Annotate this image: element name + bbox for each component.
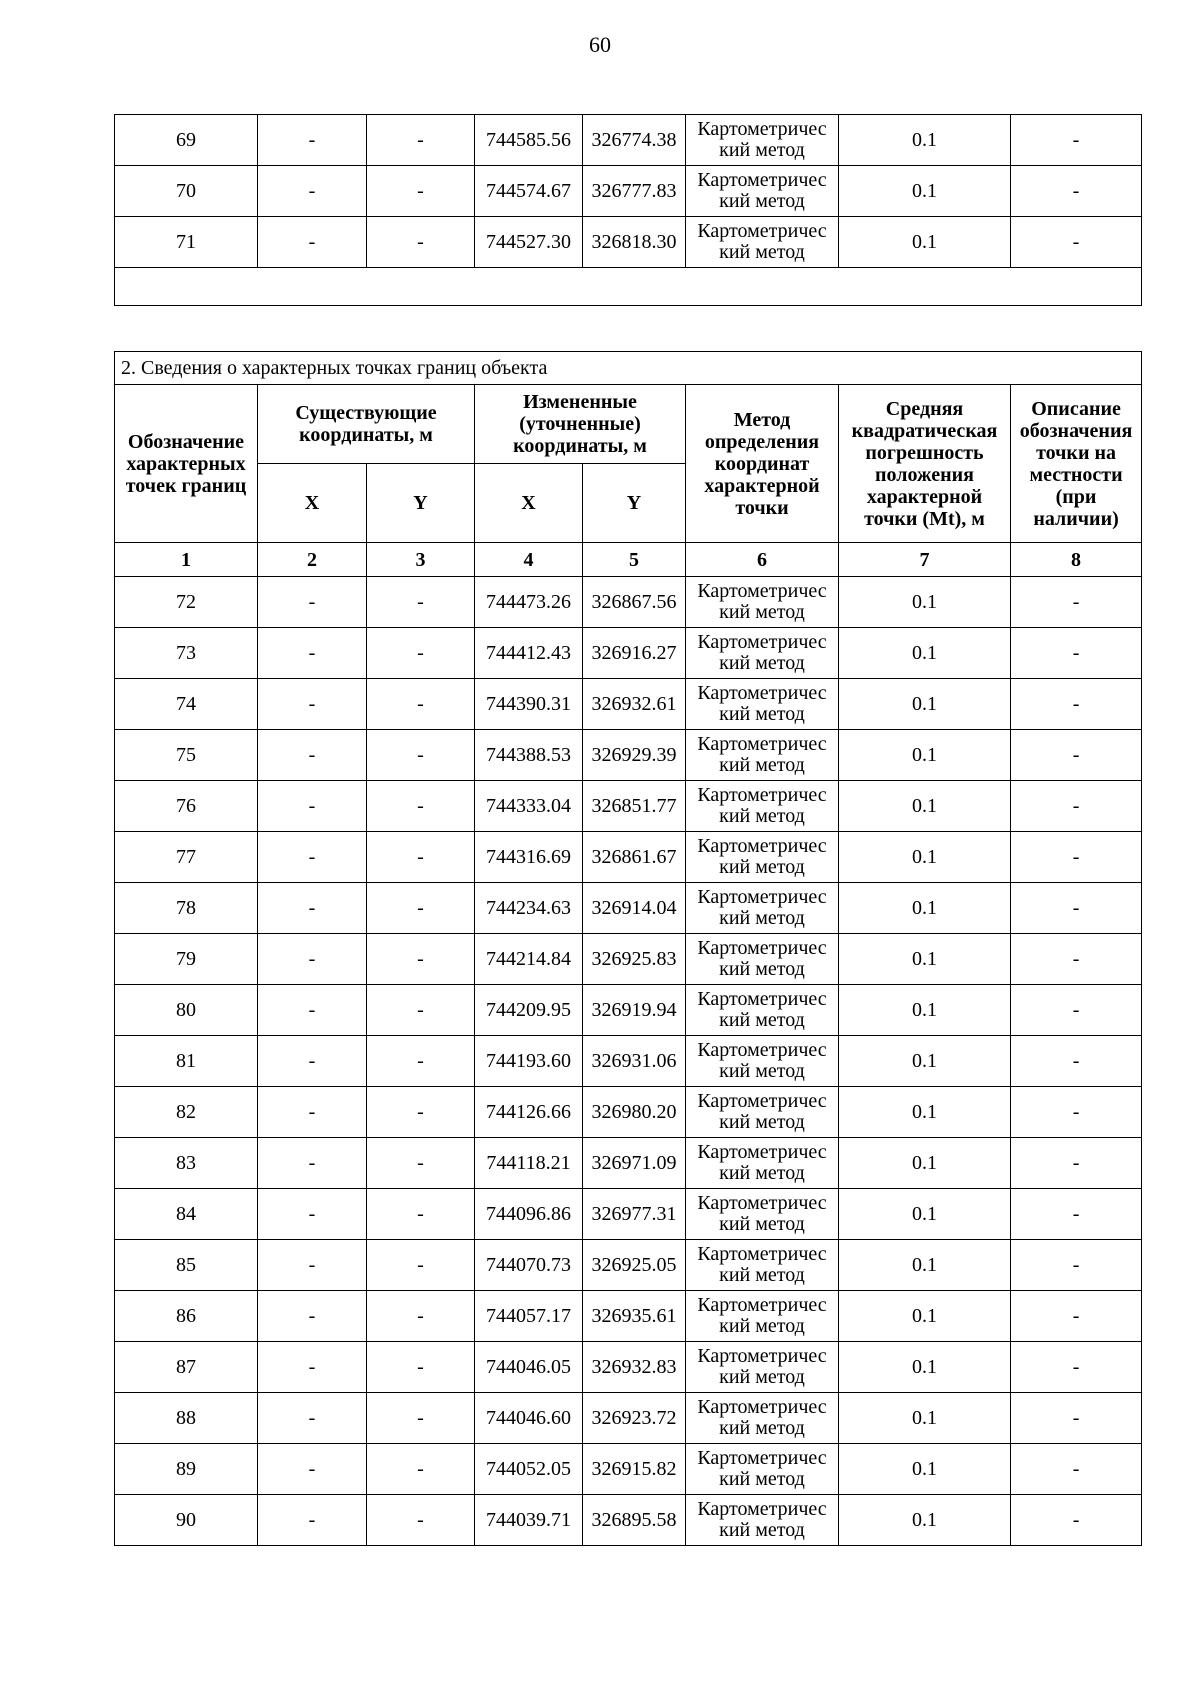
- header-changed-coordinates: Измененные (уточненные) координаты, м: [475, 385, 686, 464]
- method-line-1: Картометричес: [697, 1243, 827, 1265]
- mt-cell: 0.1: [839, 1240, 1011, 1291]
- column-number: 4: [475, 543, 583, 577]
- method-line-1: Картометричес: [697, 169, 827, 191]
- description-cell: -: [1011, 1444, 1142, 1495]
- method-line-1: Картометричес: [697, 631, 827, 653]
- existing-y-cell: -: [367, 115, 475, 166]
- existing-x-cell: -: [258, 883, 367, 934]
- method-line-2: кий метод: [719, 1264, 805, 1286]
- existing-x-cell: -: [258, 1291, 367, 1342]
- description-cell: -: [1011, 679, 1142, 730]
- method-line-1: Картометричес: [697, 835, 827, 857]
- existing-x-cell: -: [258, 217, 367, 268]
- table-row: [115, 1393, 1142, 1444]
- x-cell: 744039.71: [475, 1495, 583, 1546]
- existing-x-cell: -: [258, 1444, 367, 1495]
- table-row: [115, 985, 1142, 1036]
- x-cell: 744096.86: [475, 1189, 583, 1240]
- x-cell: 744388.53: [475, 730, 583, 781]
- method-line-2: кий метод: [719, 601, 805, 623]
- method-cell: [686, 781, 839, 832]
- method-cell: [686, 985, 839, 1036]
- method-cell: [686, 1291, 839, 1342]
- column-number: 8: [1011, 543, 1142, 577]
- x-cell: 744209.95: [475, 985, 583, 1036]
- mt-cell: 0.1: [839, 679, 1011, 730]
- method-line-2: кий метод: [719, 907, 805, 929]
- existing-x-cell: -: [258, 781, 367, 832]
- method-line-2: кий метод: [719, 1060, 805, 1082]
- empty-cell: [115, 268, 1142, 306]
- method-line-1: Картометричес: [697, 118, 827, 140]
- existing-x-cell: -: [258, 934, 367, 985]
- point-cell: 87: [115, 1342, 258, 1393]
- method-line-2: кий метод: [719, 1315, 805, 1337]
- existing-y-cell: -: [367, 1495, 475, 1546]
- point-cell: 72: [115, 577, 258, 628]
- description-cell: -: [1011, 217, 1142, 268]
- existing-y-cell: -: [367, 1444, 475, 1495]
- header-mt: Средняя квадратическая погрешность положения характерной точки (Mt), м: [839, 385, 1011, 543]
- point-cell: 76: [115, 781, 258, 832]
- point-cell: 83: [115, 1138, 258, 1189]
- description-cell: -: [1011, 1138, 1142, 1189]
- boundary-points-table: [114, 351, 1142, 1546]
- y-cell: 326923.72: [583, 1393, 686, 1444]
- column-number: 1: [115, 543, 258, 577]
- method-cell: [686, 1393, 839, 1444]
- table-row: [115, 832, 1142, 883]
- existing-x-cell: -: [258, 1393, 367, 1444]
- description-cell: -: [1011, 832, 1142, 883]
- existing-y-cell: -: [367, 1087, 475, 1138]
- existing-y-cell: -: [367, 1036, 475, 1087]
- table-row: [115, 934, 1142, 985]
- x-cell: 744412.43: [475, 628, 583, 679]
- y-cell: 326925.83: [583, 934, 686, 985]
- header-existing-y: Y: [367, 464, 475, 543]
- method-line-1: Картометричес: [697, 682, 827, 704]
- empty-row: [115, 268, 1142, 306]
- mt-cell: 0.1: [839, 115, 1011, 166]
- existing-y-cell: -: [367, 883, 475, 934]
- method-cell: [686, 934, 839, 985]
- y-cell: 326977.31: [583, 1189, 686, 1240]
- y-cell: 326935.61: [583, 1291, 686, 1342]
- existing-x-cell: -: [258, 1087, 367, 1138]
- existing-x-cell: -: [258, 730, 367, 781]
- table-row: [115, 1444, 1142, 1495]
- column-number: 6: [686, 543, 839, 577]
- method-line-2: кий метод: [719, 1468, 805, 1490]
- x-cell: 744046.60: [475, 1393, 583, 1444]
- x-cell: 744070.73: [475, 1240, 583, 1291]
- existing-x-cell: -: [258, 166, 367, 217]
- existing-x-cell: -: [258, 1342, 367, 1393]
- table-row: [115, 883, 1142, 934]
- existing-x-cell: -: [258, 1189, 367, 1240]
- x-cell: 744473.26: [475, 577, 583, 628]
- header-changed-x: X: [475, 464, 583, 543]
- description-cell: -: [1011, 781, 1142, 832]
- x-cell: 744126.66: [475, 1087, 583, 1138]
- description-cell: -: [1011, 577, 1142, 628]
- point-cell: 73: [115, 628, 258, 679]
- description-cell: -: [1011, 1189, 1142, 1240]
- x-cell: 744574.67: [475, 166, 583, 217]
- table-row: [115, 115, 1142, 166]
- table-row: [115, 166, 1142, 217]
- method-cell: [686, 1087, 839, 1138]
- header-existing-x: X: [258, 464, 367, 543]
- point-cell: 79: [115, 934, 258, 985]
- point-cell: 84: [115, 1189, 258, 1240]
- column-number: 3: [367, 543, 475, 577]
- point-cell: 80: [115, 985, 258, 1036]
- mt-cell: 0.1: [839, 1189, 1011, 1240]
- existing-y-cell: -: [367, 934, 475, 985]
- method-line-2: кий метод: [719, 652, 805, 674]
- description-cell: -: [1011, 1087, 1142, 1138]
- existing-x-cell: -: [258, 115, 367, 166]
- y-cell: 326867.56: [583, 577, 686, 628]
- mt-cell: 0.1: [839, 1138, 1011, 1189]
- x-cell: 744118.21: [475, 1138, 583, 1189]
- point-cell: 77: [115, 832, 258, 883]
- y-cell: 326915.82: [583, 1444, 686, 1495]
- existing-y-cell: -: [367, 1291, 475, 1342]
- y-cell: 326861.67: [583, 832, 686, 883]
- point-cell: 78: [115, 883, 258, 934]
- x-cell: 744193.60: [475, 1036, 583, 1087]
- mt-cell: 0.1: [839, 883, 1011, 934]
- existing-y-cell: -: [367, 781, 475, 832]
- description-cell: -: [1011, 1393, 1142, 1444]
- header-description: Описание обозначения точки на местности (при наличии): [1011, 385, 1142, 543]
- y-cell: 326851.77: [583, 781, 686, 832]
- description-cell: -: [1011, 166, 1142, 217]
- method-cell: [686, 1036, 839, 1087]
- table-row: [115, 628, 1142, 679]
- boundary-points-body: [115, 577, 1142, 1546]
- point-cell: 81: [115, 1036, 258, 1087]
- table-row: [115, 781, 1142, 832]
- y-cell: 326980.20: [583, 1087, 686, 1138]
- existing-x-cell: -: [258, 985, 367, 1036]
- mt-cell: 0.1: [839, 1495, 1011, 1546]
- description-cell: -: [1011, 985, 1142, 1036]
- existing-x-cell: -: [258, 1036, 367, 1087]
- mt-cell: 0.1: [839, 1087, 1011, 1138]
- method-line-2: кий метод: [719, 1009, 805, 1031]
- method-cell: [686, 115, 839, 166]
- method-line-1: Картометричес: [697, 886, 827, 908]
- column-number: 5: [583, 543, 686, 577]
- x-cell: 744316.69: [475, 832, 583, 883]
- point-cell: 74: [115, 679, 258, 730]
- existing-x-cell: -: [258, 1495, 367, 1546]
- existing-y-cell: -: [367, 217, 475, 268]
- point-cell: 70: [115, 166, 258, 217]
- point-cell: 69: [115, 115, 258, 166]
- method-cell: [686, 1495, 839, 1546]
- existing-y-cell: -: [367, 577, 475, 628]
- method-cell: [686, 832, 839, 883]
- method-line-1: Картометричес: [697, 220, 827, 242]
- point-cell: 90: [115, 1495, 258, 1546]
- mt-cell: 0.1: [839, 985, 1011, 1036]
- method-cell: [686, 679, 839, 730]
- mt-cell: 0.1: [839, 166, 1011, 217]
- method-line-2: кий метод: [719, 703, 805, 725]
- existing-y-cell: -: [367, 628, 475, 679]
- x-cell: 744390.31: [475, 679, 583, 730]
- method-cell: [686, 1444, 839, 1495]
- method-line-1: Картометричес: [697, 733, 827, 755]
- table-row: [115, 1138, 1142, 1189]
- method-line-1: Картометричес: [697, 1192, 827, 1214]
- method-line-2: кий метод: [719, 241, 805, 263]
- method-line-2: кий метод: [719, 1111, 805, 1133]
- x-cell: 744214.84: [475, 934, 583, 985]
- description-cell: -: [1011, 1342, 1142, 1393]
- method-cell: [686, 1138, 839, 1189]
- point-cell: 89: [115, 1444, 258, 1495]
- method-line-1: Картометричес: [697, 1498, 827, 1520]
- x-cell: 744234.63: [475, 883, 583, 934]
- existing-y-cell: -: [367, 166, 475, 217]
- table-row: [115, 1291, 1142, 1342]
- existing-y-cell: -: [367, 985, 475, 1036]
- mt-cell: 0.1: [839, 730, 1011, 781]
- method-line-2: кий метод: [719, 856, 805, 878]
- mt-cell: 0.1: [839, 1291, 1011, 1342]
- mt-cell: 0.1: [839, 217, 1011, 268]
- existing-y-cell: -: [367, 679, 475, 730]
- existing-x-cell: -: [258, 628, 367, 679]
- method-cell: [686, 577, 839, 628]
- table-row: [115, 730, 1142, 781]
- column-number: 2: [258, 543, 367, 577]
- method-line-1: Картометричес: [697, 1396, 827, 1418]
- existing-x-cell: -: [258, 1240, 367, 1291]
- method-line-2: кий метод: [719, 754, 805, 776]
- method-line-2: кий метод: [719, 805, 805, 827]
- mt-cell: 0.1: [839, 832, 1011, 883]
- mt-cell: 0.1: [839, 934, 1011, 985]
- y-cell: 326931.06: [583, 1036, 686, 1087]
- description-cell: -: [1011, 1036, 1142, 1087]
- header-changed-y: Y: [583, 464, 686, 543]
- table-row: [115, 1342, 1142, 1393]
- page-number: 60: [589, 32, 611, 57]
- table-row: [115, 1036, 1142, 1087]
- y-cell: 326818.30: [583, 217, 686, 268]
- x-cell: 744046.05: [475, 1342, 583, 1393]
- existing-y-cell: -: [367, 730, 475, 781]
- y-cell: 326774.38: [583, 115, 686, 166]
- point-cell: 82: [115, 1087, 258, 1138]
- existing-x-cell: -: [258, 679, 367, 730]
- existing-y-cell: -: [367, 832, 475, 883]
- y-cell: 326929.39: [583, 730, 686, 781]
- y-cell: 326932.83: [583, 1342, 686, 1393]
- method-line-1: Картометричес: [697, 1141, 827, 1163]
- column-number: 7: [839, 543, 1011, 577]
- point-cell: 85: [115, 1240, 258, 1291]
- method-line-2: кий метод: [719, 1417, 805, 1439]
- table-row: [115, 217, 1142, 268]
- description-cell: -: [1011, 934, 1142, 985]
- point-cell: 86: [115, 1291, 258, 1342]
- header-method: Метод определения координат характерной точки: [686, 385, 839, 543]
- x-cell: 744052.05: [475, 1444, 583, 1495]
- description-cell: -: [1011, 883, 1142, 934]
- y-cell: 326914.04: [583, 883, 686, 934]
- existing-y-cell: -: [367, 1342, 475, 1393]
- method-line-2: кий метод: [719, 1519, 805, 1541]
- existing-y-cell: -: [367, 1138, 475, 1189]
- description-cell: -: [1011, 1240, 1142, 1291]
- mt-cell: 0.1: [839, 781, 1011, 832]
- method-line-2: кий метод: [719, 1162, 805, 1184]
- existing-x-cell: -: [258, 832, 367, 883]
- y-cell: 326777.83: [583, 166, 686, 217]
- y-cell: 326971.09: [583, 1138, 686, 1189]
- method-line-2: кий метод: [719, 958, 805, 980]
- method-line-2: кий метод: [719, 190, 805, 212]
- mt-cell: 0.1: [839, 1393, 1011, 1444]
- method-line-2: кий метод: [719, 139, 805, 161]
- description-cell: -: [1011, 730, 1142, 781]
- method-line-2: кий метод: [719, 1213, 805, 1235]
- method-line-1: Картометричес: [697, 580, 827, 602]
- description-cell: -: [1011, 115, 1142, 166]
- method-line-1: Картометричес: [697, 1039, 827, 1061]
- method-cell: [686, 730, 839, 781]
- method-cell: [686, 1342, 839, 1393]
- y-cell: 326932.61: [583, 679, 686, 730]
- point-cell: 88: [115, 1393, 258, 1444]
- table-row: [115, 1189, 1142, 1240]
- mt-cell: 0.1: [839, 1444, 1011, 1495]
- method-line-1: Картометричес: [697, 1294, 827, 1316]
- point-cell: 75: [115, 730, 258, 781]
- existing-y-cell: -: [367, 1189, 475, 1240]
- point-cell: 71: [115, 217, 258, 268]
- existing-x-cell: -: [258, 1138, 367, 1189]
- description-cell: -: [1011, 1495, 1142, 1546]
- x-cell: 744057.17: [475, 1291, 583, 1342]
- x-cell: 744527.30: [475, 217, 583, 268]
- method-line-1: Картометричес: [697, 1345, 827, 1367]
- method-line-2: кий метод: [719, 1366, 805, 1388]
- mt-cell: 0.1: [839, 577, 1011, 628]
- y-cell: 326919.94: [583, 985, 686, 1036]
- mt-cell: 0.1: [839, 628, 1011, 679]
- description-cell: -: [1011, 628, 1142, 679]
- method-line-1: Картометричес: [697, 937, 827, 959]
- continuation-table: [114, 114, 1142, 306]
- mt-cell: 0.1: [839, 1342, 1011, 1393]
- description-cell: -: [1011, 1291, 1142, 1342]
- continuation-table-body: [115, 115, 1142, 306]
- existing-y-cell: -: [367, 1393, 475, 1444]
- method-line-1: Картометричес: [697, 1447, 827, 1469]
- existing-y-cell: -: [367, 1240, 475, 1291]
- y-cell: 326916.27: [583, 628, 686, 679]
- method-cell: [686, 883, 839, 934]
- y-cell: 326895.58: [583, 1495, 686, 1546]
- table-row: [115, 577, 1142, 628]
- table-row: [115, 679, 1142, 730]
- mt-cell: 0.1: [839, 1036, 1011, 1087]
- method-line-1: Картометричес: [697, 1090, 827, 1112]
- existing-x-cell: -: [258, 577, 367, 628]
- table-row: [115, 1240, 1142, 1291]
- table-row: [115, 1087, 1142, 1138]
- table-row: [115, 1495, 1142, 1546]
- method-cell: [686, 217, 839, 268]
- y-cell: 326925.05: [583, 1240, 686, 1291]
- method-cell: [686, 166, 839, 217]
- method-line-1: Картометричес: [697, 988, 827, 1010]
- x-cell: 744585.56: [475, 115, 583, 166]
- method-cell: [686, 1240, 839, 1291]
- section-title: 2. Сведения о характерных точках границ объекта: [115, 352, 1142, 385]
- method-cell: [686, 1189, 839, 1240]
- method-line-1: Картометричес: [697, 784, 827, 806]
- method-cell: [686, 628, 839, 679]
- x-cell: 744333.04: [475, 781, 583, 832]
- header-existing-coordinates: Существующие координаты, м: [258, 385, 475, 464]
- header-point: Обозначение характерных точек границ: [115, 385, 258, 543]
